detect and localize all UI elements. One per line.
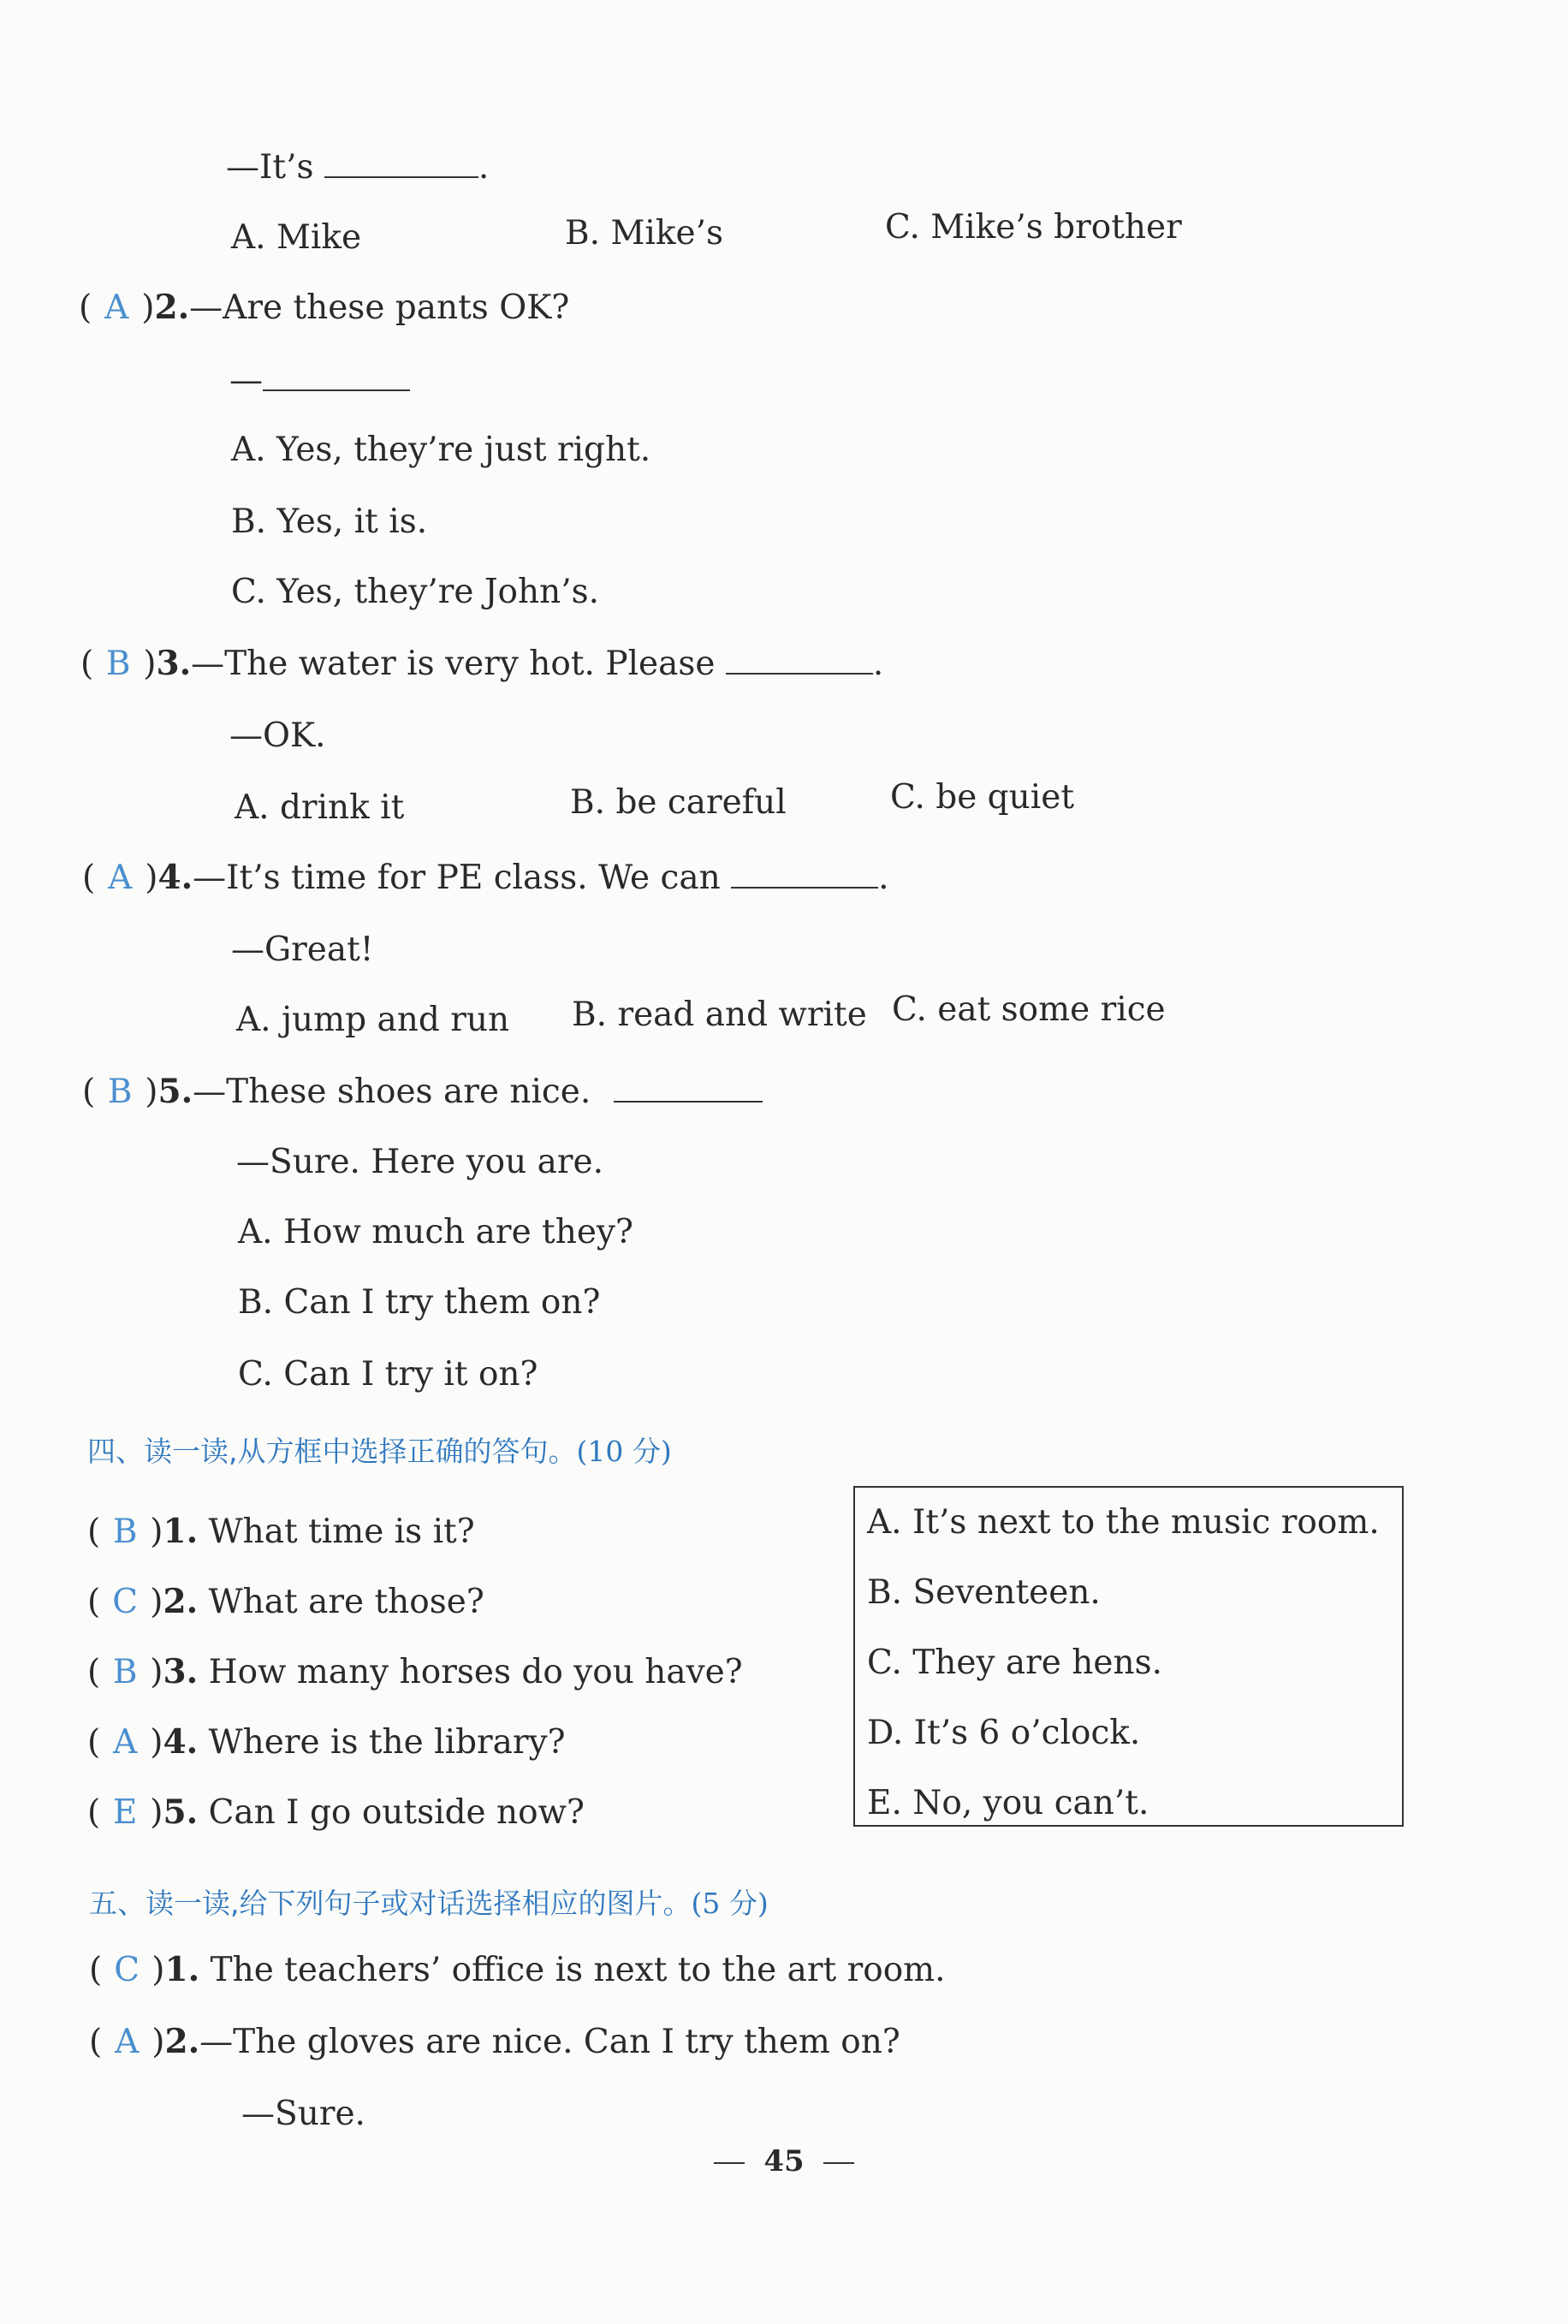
section4-heading: 四、读一读,从方框中选择正确的答句。(10 分) bbox=[87, 1435, 672, 1468]
q3-stem: ( B )3.—The water is very hot. Please . bbox=[80, 644, 884, 683]
s4-answer-5[interactable]: E bbox=[112, 1793, 138, 1832]
q4-option-b: B. read and write bbox=[572, 996, 867, 1034]
q4-answer[interactable]: A bbox=[108, 859, 133, 897]
s5-item-2: ( A )2.—The gloves are nice. Can I try them on? bbox=[89, 2022, 900, 2061]
q3-option-c: C. be quiet bbox=[890, 778, 1074, 817]
q2-option-a: A. Yes, they’re just right. bbox=[231, 431, 651, 469]
q1-answer-line: —It’s . bbox=[226, 148, 490, 187]
s4-item-4: ( A )4. Where is the library? bbox=[87, 1722, 566, 1762]
q5-reply: —Sure. Here you are. bbox=[236, 1143, 603, 1181]
s5-reply: —Sure. bbox=[241, 2095, 365, 2133]
q3-reply: —OK. bbox=[229, 716, 326, 755]
q1-option-b: B. Mike’s bbox=[565, 214, 723, 253]
box-option-b: B. Seventeen. bbox=[867, 1573, 1101, 1612]
s4-item-3: ( B )3. How many horses do you have? bbox=[87, 1652, 743, 1691]
s5-answer-2[interactable]: A bbox=[115, 2023, 140, 2061]
q1-option-a: A. Mike bbox=[231, 218, 362, 257]
dash-right bbox=[823, 2162, 854, 2164]
s5-answer-1[interactable]: C bbox=[114, 1951, 140, 1989]
s4-answer-3[interactable]: B bbox=[112, 1653, 138, 1691]
section5-heading: 五、读一读,给下列句子或对话选择相应的图片。(5 分) bbox=[89, 1887, 769, 1920]
s4-item-1: ( B )1. What time is it? bbox=[87, 1512, 475, 1551]
q4-option-a: A. jump and run bbox=[236, 1001, 510, 1039]
q3-blank[interactable] bbox=[726, 647, 873, 675]
box-option-a: A. It’s next to the music room. bbox=[867, 1503, 1380, 1542]
s4-answer-1[interactable]: B bbox=[112, 1513, 138, 1551]
dash-left bbox=[714, 2162, 745, 2164]
q5-option-c: C. Can I try it on? bbox=[238, 1355, 538, 1394]
q2-reply: — bbox=[229, 364, 410, 397]
q5-blank[interactable] bbox=[614, 1075, 763, 1103]
q4-reply: —Great! bbox=[231, 930, 374, 969]
answer-options-box bbox=[853, 1486, 1404, 1827]
q5-option-b: B. Can I try them on? bbox=[238, 1283, 601, 1322]
box-option-c: C. They are hens. bbox=[867, 1643, 1162, 1682]
s5-item-1: ( C )1. The teachers’ office is next to the art room. bbox=[89, 1950, 946, 1989]
s4-item-5: ( E )5. Can I go outside now? bbox=[87, 1792, 585, 1832]
q2-option-c: C. Yes, they’re John’s. bbox=[231, 573, 600, 611]
q2-answer[interactable]: A bbox=[104, 288, 129, 327]
q4-blank[interactable] bbox=[731, 861, 878, 889]
page-number: 45 bbox=[0, 2144, 1568, 2178]
s4-answer-2[interactable]: C bbox=[112, 1583, 139, 1621]
q3-answer[interactable]: B bbox=[105, 645, 131, 683]
s4-answer-4[interactable]: A bbox=[113, 1723, 138, 1762]
q1-blank[interactable] bbox=[324, 151, 478, 178]
q5-option-a: A. How much are they? bbox=[238, 1213, 633, 1251]
q2-blank[interactable] bbox=[263, 364, 410, 391]
q2-option-b: B. Yes, it is. bbox=[231, 502, 428, 541]
q5-answer[interactable]: B bbox=[107, 1073, 133, 1111]
q4-stem: ( A )4.—It’s time for PE class. We can . bbox=[82, 858, 889, 897]
q3-option-b: B. be careful bbox=[570, 783, 787, 822]
q3-option-a: A. drink it bbox=[235, 788, 405, 827]
q5-stem: ( B )5.—These shoes are nice. bbox=[82, 1075, 763, 1109]
box-option-e: E. No, you can’t. bbox=[867, 1784, 1149, 1822]
box-option-d: D. It’s 6 o’clock. bbox=[867, 1714, 1141, 1752]
q2-stem: ( A )2.—Are these pants OK? bbox=[79, 288, 570, 327]
q1-option-c: C. Mike’s brother bbox=[885, 208, 1182, 247]
q4-option-c: C. eat some rice bbox=[892, 990, 1166, 1029]
s4-item-2: ( C )2. What are those? bbox=[87, 1582, 484, 1621]
